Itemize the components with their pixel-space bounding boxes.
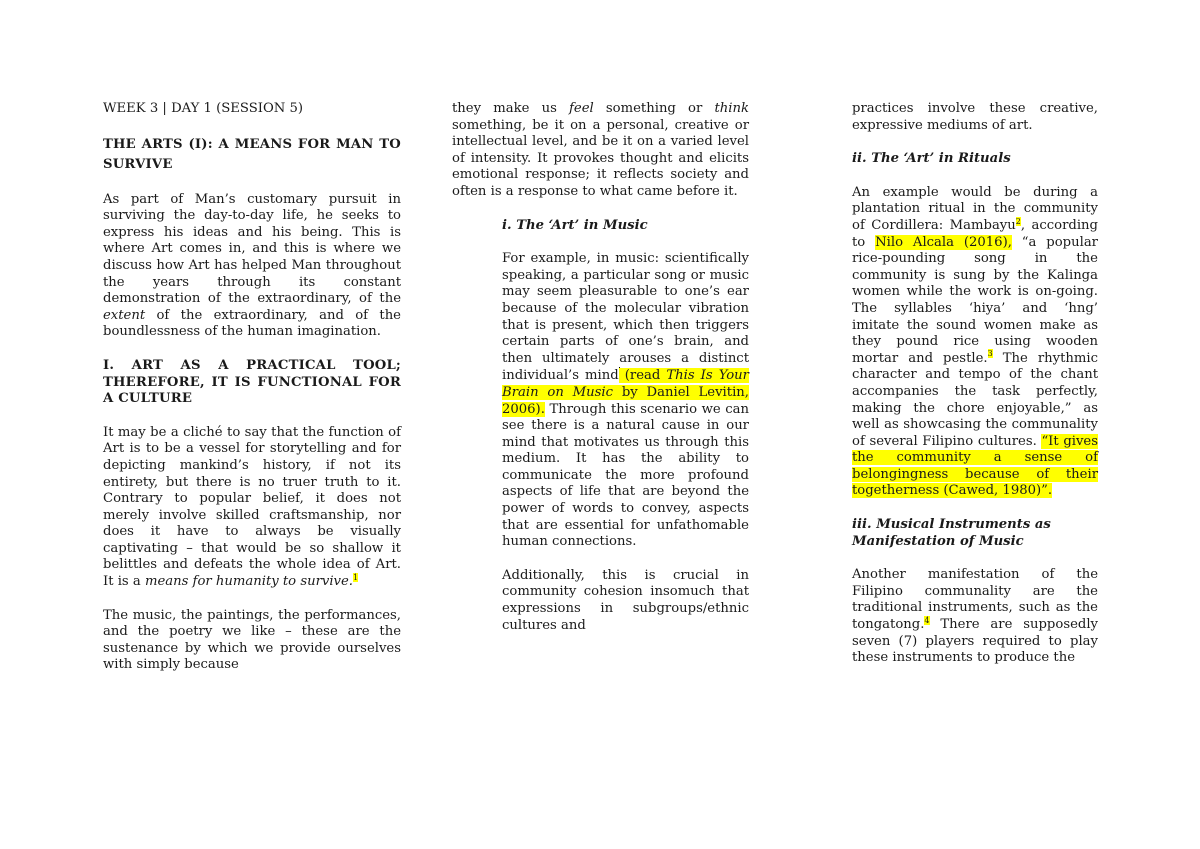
instruments-paragraph: Another manifestation of the Filipino communality are the traditional instruments, such as the tongatong.$^4$ There are supposedly seven (7) players required to play these instruments to produce the bbox=[852, 567, 1098, 666]
footnote-3[interactable]: 3 bbox=[987, 349, 993, 359]
footnote-2[interactable]: 2 bbox=[1015, 216, 1021, 226]
citation-highlight: (read This Is Your Brain on Music by Daniel Levitin, 2006). bbox=[502, 368, 749, 417]
intro-paragraph: As part of Man’s customary pursuit in surviving the day-to-day life, he seeks to express his ideas and his being. This is where Art comes in, and this is where we discuss how Art has helped Man throughout the years through its constant demonstration of the extraordinary, of the extent of the extraordinary, and of the boundlessness of the human imagination. bbox=[103, 191, 401, 340]
ritual-paragraph: An example would be during a plantation ritual in the community of Cordillera: Mambayu$^2$, according to Nilo Alcala (2016), “a popular rice-pounding song in the community is sung by the Kalinga women while the work is on-going. The syllables ‘hiya’ and ‘hng’ imitate the sound women make as they pound rice using wooden mortar and pestle.$^3$ The rhythmic character and tempo of the chant accompanies the task perfectly, making the chore enjoyable,” as well as showcasing the communality of several Filipino cultures. “It gives the community a sense of belongingness because of their togetherness (Cawed, 1980)”. bbox=[852, 184, 1099, 499]
music-paragraph: The music, the paintings, the performances, and the poetry we like – these are the sustenance by which we provide ourselves with simply because bbox=[103, 607, 401, 673]
quote-highlight-cawed: “It gives the community a sense of belongingness because of their togetherness (Cawed, 1980)”. bbox=[852, 433, 1099, 499]
column-1 bbox=[103, 101, 401, 674]
footnote-1[interactable]: 1 bbox=[353, 572, 359, 582]
citation-highlight-alcala: Nilo Alcala (2016), bbox=[875, 234, 1012, 250]
column-2 bbox=[452, 101, 749, 634]
section-heading-1: I. ART AS A PRACTICAL TOOL; THEREFORE, IT IS FUNCTIONAL FOR A CULTURE bbox=[103, 357, 401, 407]
column-3 bbox=[852, 101, 1098, 667]
week-label: WEEK 3 | DAY 1 (SESSION 5) bbox=[103, 101, 304, 116]
subheading-rituals: ii. The ‘Art’ in Rituals bbox=[852, 151, 1011, 167]
subheading-instruments: iii. Musical Instruments as Manifestation of Music bbox=[852, 517, 1051, 549]
footnote-4[interactable]: 4 bbox=[924, 615, 930, 625]
continued-paragraph-3: practices involve these creative, expressive mediums of art. bbox=[852, 101, 1098, 133]
subheading-music: i. The ‘Art’ in Music bbox=[502, 217, 648, 233]
cohesion-paragraph: Additionally, this is crucial in community cohesion insomuch that expressions in subgroups/ethnic cultures and bbox=[502, 567, 749, 633]
music-example-paragraph: For example, in music: scientifically speaking, a particular song or music may seem pleasurable to one’s ear because of the molecular vibration that is present, which then triggers certain parts of one’s brain, and then ultimately arouses a distinct individual’s mind (read This Is Your Brain on Music by Daniel Levitin, 2006). Through this scenario we can see there is a natural cause in our mind that motivates us through this medium. It has the ability to communicate the more profound aspects of life that are beyond the power of words to convey, aspects that are essential for unfathomable human connections. bbox=[502, 251, 749, 550]
document-title: THE ARTS (I): A MEANS FOR MAN TO SURVIVE bbox=[103, 136, 401, 172]
function-paragraph: It may be a cliché to say that the function of Art is to be a vessel for storytelling and for depicting mankind’s history, if not its entirety, but there is no truer truth to it. Contrary to popular belief, it does not merely involve skilled craftsmanship, nor does it have to always be visually captivating – that would be so shallow it belittles and defeats the whole idea of Art. It is a means for humanity to survive.$^1$ bbox=[103, 424, 401, 590]
continued-paragraph: they make us feel something or think something, be it on a personal, creative or intellectual level, and be it on a varied level of intensity. It provokes thought and elicits emotional response; it reflects society and often is a response to what came before it. bbox=[452, 101, 749, 199]
